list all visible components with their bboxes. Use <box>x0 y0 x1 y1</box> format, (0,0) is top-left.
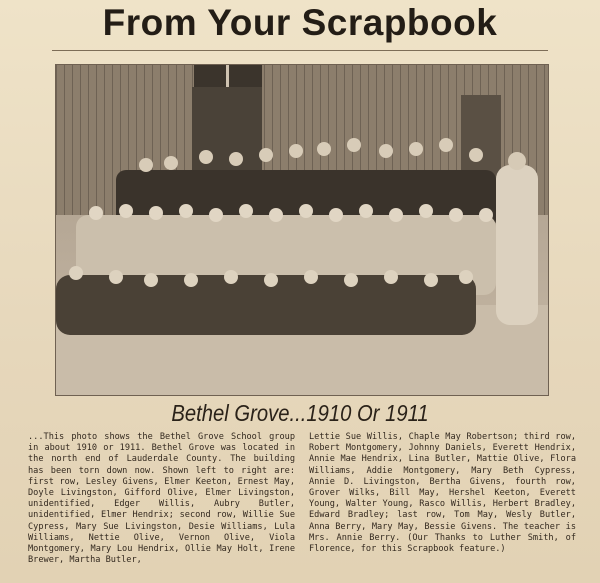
article-column-2 <box>309 432 576 578</box>
photo-caption-title: Bethel Grove...1910 Or 1911 <box>171 400 429 426</box>
photo-illustration <box>56 65 548 395</box>
article-column-1 <box>28 432 295 578</box>
article-text: ...This photo shows the Bethel Grove School group in about 1910 or 1911. Bethel Grove was located in the north end of Lauderdale County. The building has been torn down now. Shown left to right are: first row, Lesley Givens, Elmer Keeton, Ernest May, Doyle Livingston, Gifford Olive, Elmer Livingston, unidentified, Edger Willis, Aubry Butler, unidentified, Elmer Hendrix; second row, Willie Sue Cypress, Mary Sue Livingston, Desie Williams, Lula Williams, Nettie Olive, Vernon Olive, Viola Montgomery, Mary Lou Hendrix, Ollie May Holt, Irene Brewer, Martha Butler, <box>28 432 295 566</box>
divider <box>52 50 548 51</box>
article-body <box>28 432 576 578</box>
school-group-photo <box>55 64 549 396</box>
headline: From Your Scrapbook <box>102 2 498 43</box>
article-text: Lettie Sue Willis, Chaple May Robertson; third row, Robert Montgomery, Johnny Daniels, Everett Hendrix, Annie Mae Hendrix, Lina Butler, Mattie Olive, Flora Williams, Addie Montgomery, Mary Beth Cypress, Annie D. Livingston, Bertha Givens, fourth row, Grover Wilks, Bill May, Hershel Keeton, Everett Young, Walter Young, Rasco Willis, Herbert Bradley, Edward Bradley; last row, Tom May, Wesly Butler, Anna Berry, Mary May, Bessie Givens. The teacher is Mrs. Annie Berry. (Our Thanks to Luther Smith, of Florence, for this Scrapbook feature.) <box>309 432 576 555</box>
